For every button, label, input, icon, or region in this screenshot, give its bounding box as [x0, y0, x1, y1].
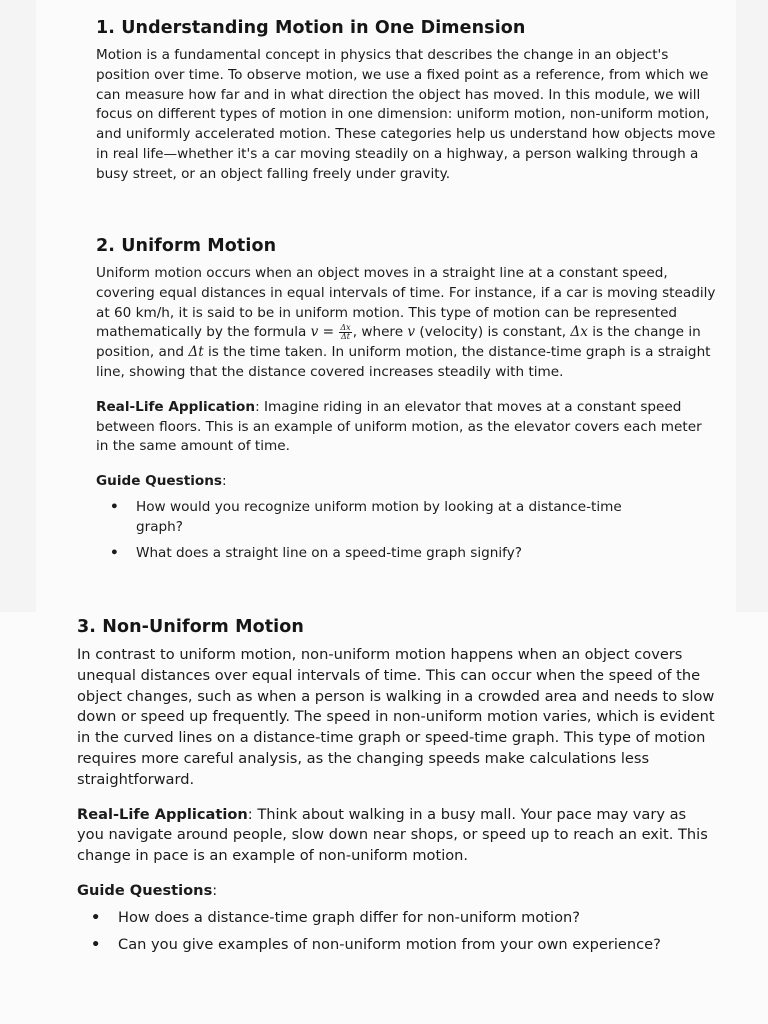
- section-3-body: In contrast to uniform motion, non-uniform motion happens when an object covers unequal distances over equal intervals of time. This can occur when the speed of the object changes, such as when a person is walking in a crowded area and needs to slow down or speed up frequently. The speed in non-uniform motion varies, which is evident in the curved lines on a distance-time graph or speed-time graph. This type of motion requires more careful analysis, as the changing speeds make calculations less straightforward.: [77, 646, 715, 788]
- section-2: [96, 234, 726, 563]
- section-3: [77, 615, 737, 955]
- section-2-questions: [96, 498, 656, 563]
- section-3-application-label: Real-Life Application: [77, 805, 248, 823]
- section-2-body-text-2: , where: [352, 324, 408, 341]
- list-item: [77, 935, 698, 956]
- section-1-body: Motion is a fundamental concept in physics that describes the change in an object's position over time. To observe motion, we use a fixed point as a reference, from which we can measure how far and in what direction the object has moved. In this module, we will focus on different types of motion in one dimension: uniform motion, non-uniform motion, and uniformly accelerated motion. These categories help us understand how objects move in real life—whether it's a car moving steadily on a highway, a person walking through a busy street, or an object falling freely under gravity.: [96, 47, 716, 182]
- delta-x-variable: Δx: [570, 324, 588, 341]
- section-2-guide-label: Guide Questions: [96, 473, 222, 490]
- bullet-icon: •: [110, 544, 119, 561]
- section-1-heading: 1. Understanding Motion in One Dimension: [96, 18, 526, 38]
- section-2-application-label: Real-Life Application: [96, 398, 256, 415]
- question-text: Can you give examples of non-uniform motion from your own experience?: [118, 935, 661, 953]
- section-2-body-text-4: is the change in position, and: [96, 324, 701, 361]
- question-text: What does a straight line on a speed-time graph signify?: [136, 544, 522, 561]
- section-2-body-text-5: is the time taken. In uniform motion, the distance-time graph is a straight line, showing that the distance covered increases steadily with time.: [96, 344, 711, 380]
- section-2-application: [96, 398, 718, 457]
- formula-denominator: Δt: [341, 331, 351, 341]
- section-3-application: [77, 805, 717, 867]
- section-2-application-text: : Imagine riding in an elevator that moves at a constant speed between floors. This is an example of uniform motion, as the elevator covers each meter in the same amount of time.: [96, 398, 702, 455]
- section-3-heading: 3. Non-Uniform Motion: [77, 617, 304, 637]
- section-1: [96, 16, 726, 185]
- section-2-body: [96, 264, 718, 383]
- section-3-questions: [77, 908, 697, 956]
- section-3-guide-colon: :: [212, 881, 218, 899]
- bullet-icon: •: [110, 498, 119, 515]
- section-2-body-text-3: (velocity) is constant,: [415, 324, 571, 341]
- section-3-application-text: : Think about walking in a busy mall. Your pace may vary as you navigate around people, slow down near shops, or speed up to reach an exit. This change in pace is an example of non-uniform motion.: [77, 805, 708, 865]
- formula-numerator: Δx: [340, 322, 351, 332]
- section-2-guide-title: [96, 472, 726, 492]
- bullet-icon: •: [91, 935, 101, 953]
- section-2-heading: 2. Uniform Motion: [96, 236, 277, 256]
- section-2-guide-colon: :: [222, 473, 227, 490]
- velocity-formula-lhs: v =: [310, 324, 335, 341]
- bullet-icon: •: [91, 908, 101, 926]
- delta-t-variable: Δt: [188, 344, 204, 361]
- list-item: [96, 498, 656, 538]
- section-2-body-text: Uniform motion occurs when an object moves in a straight line at a constant speed, covering equal distances in equal intervals of time. For instance, if a car is moving steadily at 60 km/h, it is said to be in uniform motion. This type of motion can be represented mathematically by the formula: [96, 265, 716, 341]
- list-item: [77, 908, 697, 929]
- section-3-guide-label: Guide Questions: [77, 881, 213, 899]
- section-3-guide-title: [77, 881, 737, 902]
- question-text: How would you recognize uniform motion by looking at a distance-time graph?: [136, 498, 622, 535]
- velocity-variable: v: [407, 324, 416, 341]
- list-item: [96, 544, 656, 564]
- question-text: How does a distance-time graph differ for non-uniform motion?: [118, 908, 580, 926]
- velocity-formula-fraction: [339, 324, 351, 341]
